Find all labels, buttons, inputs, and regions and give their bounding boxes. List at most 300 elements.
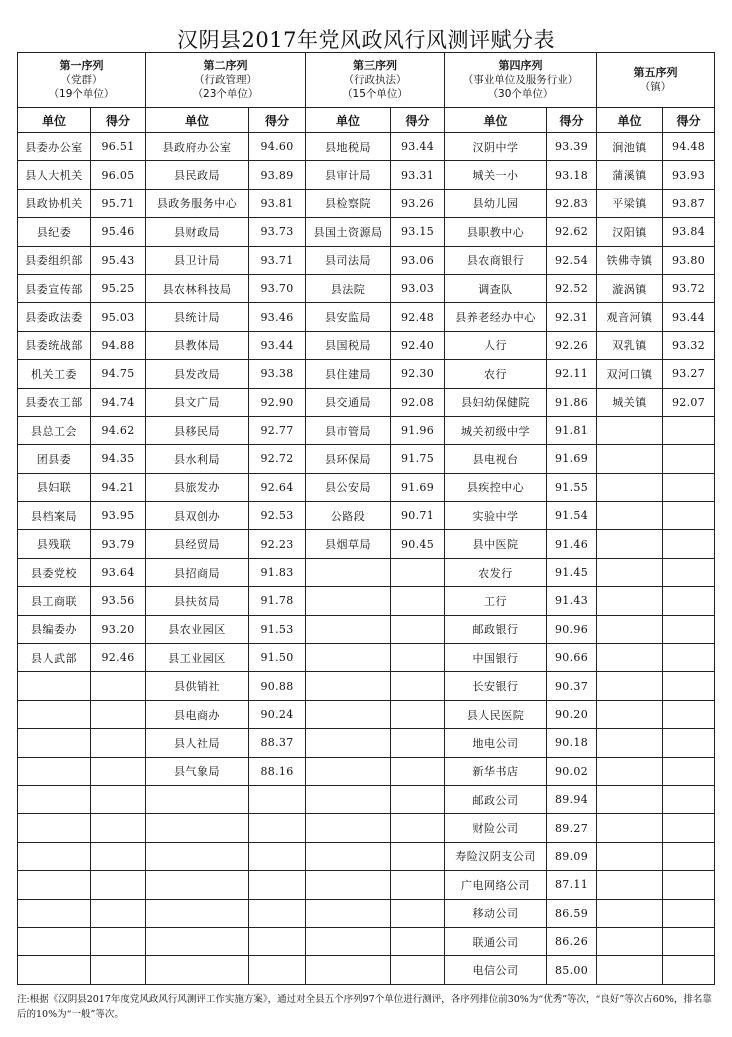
unit-cell: 县统计局 — [146, 303, 249, 331]
score-cell — [663, 871, 715, 899]
score-cell: 96.51 — [91, 133, 146, 161]
score-cell: 93.15 — [391, 218, 445, 246]
score-column-header: 得分 — [391, 108, 445, 133]
table-row — [18, 246, 715, 274]
score-cell — [663, 757, 715, 785]
score-column-header: 得分 — [663, 108, 715, 133]
score-cell: 96.05 — [91, 161, 146, 189]
unit-cell: 城关初级中学 — [445, 416, 547, 444]
unit-cell: 县工商联 — [18, 587, 91, 615]
score-cell — [249, 899, 306, 927]
unit-cell — [306, 842, 391, 870]
unit-cell — [306, 814, 391, 842]
score-cell: 91.69 — [547, 445, 597, 473]
unit-cell: 蒲溪镇 — [597, 161, 663, 189]
unit-cell — [18, 871, 91, 899]
unit-cell: 调查队 — [445, 274, 547, 302]
unit-cell — [18, 842, 91, 870]
table-row — [18, 360, 715, 388]
unit-cell: 地电公司 — [445, 729, 547, 757]
score-cell: 93.56 — [91, 587, 146, 615]
unit-cell: 县妇联 — [18, 473, 91, 501]
table-row — [18, 558, 715, 586]
unit-cell: 县委宣传部 — [18, 274, 91, 302]
score-cell: 92.64 — [249, 473, 306, 501]
unit-cell: 县人武部 — [18, 644, 91, 672]
score-cell — [663, 587, 715, 615]
unit-cell — [597, 587, 663, 615]
unit-cell: 城关一小 — [445, 161, 547, 189]
unit-cell: 县水利局 — [146, 445, 249, 473]
score-cell: 95.43 — [91, 246, 146, 274]
unit-column-header: 单位 — [18, 108, 91, 133]
unit-cell — [597, 700, 663, 728]
unit-cell: 县养老经办中心 — [445, 303, 547, 331]
unit-cell: 移动公司 — [445, 899, 547, 927]
unit-cell: 县法院 — [306, 274, 391, 302]
score-cell: 93.89 — [249, 161, 306, 189]
score-cell: 93.70 — [249, 274, 306, 302]
table-row — [18, 644, 715, 672]
score-cell — [391, 587, 445, 615]
unit-cell: 县国税局 — [306, 331, 391, 359]
score-cell: 93.46 — [249, 303, 306, 331]
score-cell: 92.48 — [391, 303, 445, 331]
unit-cell — [597, 729, 663, 757]
table-row — [18, 133, 715, 161]
unit-cell: 县农林科技局 — [146, 274, 249, 302]
group-header-1 — [18, 53, 146, 108]
unit-cell — [306, 757, 391, 785]
score-cell: 92.54 — [547, 246, 597, 274]
score-cell — [663, 558, 715, 586]
score-cell: 94.21 — [91, 473, 146, 501]
unit-cell: 县委统战部 — [18, 331, 91, 359]
score-cell — [391, 785, 445, 813]
unit-cell — [306, 644, 391, 672]
unit-cell — [18, 899, 91, 927]
group-sub: （行政管理） — [194, 74, 257, 86]
score-cell — [391, 558, 445, 586]
score-cell — [663, 814, 715, 842]
unit-cell: 县编委办 — [18, 615, 91, 643]
unit-cell: 县委农工部 — [18, 388, 91, 416]
footnote: 注:根据《汉阴县2017年度党风政风行风测评工作实施方案》，通过对全县五个序列97个单位进行测评，各序列排位前30%为“优秀”等次，“良好”等次占60%，排名靠后的10%为“一般”等次。 — [17, 994, 712, 1020]
group-name: 第二序列 — [203, 59, 248, 72]
unit-cell: 实验中学 — [445, 502, 547, 530]
unit-cell — [597, 871, 663, 899]
score-cell: 94.88 — [91, 331, 146, 359]
score-cell: 92.52 — [547, 274, 597, 302]
table-row — [18, 729, 715, 757]
score-cell: 93.39 — [547, 133, 597, 161]
unit-cell — [18, 672, 91, 700]
score-cell — [391, 729, 445, 757]
unit-cell: 县交通局 — [306, 388, 391, 416]
table-row — [18, 161, 715, 189]
unit-cell — [146, 842, 249, 870]
table-row — [18, 416, 715, 444]
score-cell — [91, 899, 146, 927]
unit-cell — [597, 473, 663, 501]
unit-cell: 县气象局 — [146, 757, 249, 785]
unit-cell: 县环保局 — [306, 445, 391, 473]
score-cell: 93.18 — [547, 161, 597, 189]
unit-cell — [146, 899, 249, 927]
unit-cell — [18, 814, 91, 842]
unit-cell — [597, 615, 663, 643]
unit-cell: 县民政局 — [146, 161, 249, 189]
unit-cell — [597, 899, 663, 927]
table-row — [18, 956, 715, 984]
score-cell: 93.84 — [663, 218, 715, 246]
score-cell: 91.69 — [391, 473, 445, 501]
score-cell: 93.71 — [249, 246, 306, 274]
table-row — [18, 530, 715, 558]
unit-cell: 农行 — [445, 360, 547, 388]
unit-cell — [597, 927, 663, 955]
unit-cell — [18, 785, 91, 813]
table-row — [18, 757, 715, 785]
score-cell: 92.08 — [391, 388, 445, 416]
table-row — [18, 189, 715, 217]
unit-cell: 广电网络公司 — [445, 871, 547, 899]
score-cell: 90.66 — [547, 644, 597, 672]
unit-cell — [18, 700, 91, 728]
score-cell: 93.95 — [91, 502, 146, 530]
unit-cell — [306, 729, 391, 757]
unit-cell — [306, 871, 391, 899]
score-cell — [391, 814, 445, 842]
group-sub: （镇） — [639, 81, 672, 93]
score-cell: 94.74 — [91, 388, 146, 416]
score-cell: 93.03 — [391, 274, 445, 302]
score-cell — [249, 842, 306, 870]
score-cell — [391, 842, 445, 870]
group-header-row — [18, 53, 715, 108]
score-cell: 92.83 — [547, 189, 597, 217]
unit-cell — [597, 956, 663, 984]
unit-cell — [18, 757, 91, 785]
unit-cell: 县卫计局 — [146, 246, 249, 274]
group-count: （23个单位） — [192, 88, 259, 100]
unit-cell: 团县委 — [18, 445, 91, 473]
unit-cell: 人行 — [445, 331, 547, 359]
score-cell: 91.46 — [547, 530, 597, 558]
score-cell: 93.27 — [663, 360, 715, 388]
score-cell — [91, 785, 146, 813]
score-cell: 93.20 — [91, 615, 146, 643]
score-cell: 91.86 — [547, 388, 597, 416]
unit-cell: 县职教中心 — [445, 218, 547, 246]
score-cell: 91.81 — [547, 416, 597, 444]
unit-cell: 县教体局 — [146, 331, 249, 359]
unit-cell — [597, 757, 663, 785]
score-cell — [663, 899, 715, 927]
unit-cell: 县移民局 — [146, 416, 249, 444]
score-cell — [391, 956, 445, 984]
table-row — [18, 842, 715, 870]
unit-cell: 县委党校 — [18, 558, 91, 586]
unit-cell: 联通公司 — [445, 927, 547, 955]
unit-cell: 县残联 — [18, 530, 91, 558]
score-cell: 91.50 — [249, 644, 306, 672]
score-cell — [91, 956, 146, 984]
score-cell: 93.26 — [391, 189, 445, 217]
score-cell: 91.83 — [249, 558, 306, 586]
unit-cell — [597, 416, 663, 444]
table-row — [18, 502, 715, 530]
score-cell: 92.30 — [391, 360, 445, 388]
unit-cell: 观音河镇 — [597, 303, 663, 331]
unit-cell — [306, 672, 391, 700]
unit-cell — [306, 700, 391, 728]
unit-cell — [597, 644, 663, 672]
score-cell: 93.87 — [663, 189, 715, 217]
score-cell: 94.35 — [91, 445, 146, 473]
table-row — [18, 672, 715, 700]
unit-column-header: 单位 — [306, 108, 391, 133]
group-name: 第三序列 — [353, 59, 397, 72]
group-sub: （事业单位及服务行业） — [462, 74, 579, 86]
group-sub: （党群） — [60, 74, 103, 86]
score-cell — [663, 644, 715, 672]
score-cell: 94.48 — [663, 133, 715, 161]
group-header-2 — [146, 53, 306, 108]
unit-cell: 平梁镇 — [597, 189, 663, 217]
score-cell: 92.77 — [249, 416, 306, 444]
unit-cell — [597, 502, 663, 530]
unit-cell — [597, 785, 663, 813]
unit-cell: 县电视台 — [445, 445, 547, 473]
score-cell: 95.03 — [91, 303, 146, 331]
unit-cell — [597, 672, 663, 700]
unit-cell: 县地税局 — [306, 133, 391, 161]
score-cell — [249, 956, 306, 984]
score-cell: 90.20 — [547, 700, 597, 728]
unit-cell: 县政务服务中心 — [146, 189, 249, 217]
score-cell: 87.11 — [547, 871, 597, 899]
table-row — [18, 331, 715, 359]
score-cell: 93.72 — [663, 274, 715, 302]
unit-cell — [597, 445, 663, 473]
score-cell — [91, 700, 146, 728]
score-cell: 92.07 — [663, 388, 715, 416]
unit-cell: 县农商银行 — [445, 246, 547, 274]
score-cell: 91.54 — [547, 502, 597, 530]
score-cell: 94.75 — [91, 360, 146, 388]
score-cell: 90.96 — [547, 615, 597, 643]
score-cell: 93.31 — [391, 161, 445, 189]
unit-cell — [306, 899, 391, 927]
score-cell: 92.26 — [547, 331, 597, 359]
score-cell: 93.44 — [663, 303, 715, 331]
score-cell — [391, 644, 445, 672]
unit-cell — [146, 956, 249, 984]
score-cell: 91.43 — [547, 587, 597, 615]
score-cell — [663, 473, 715, 501]
score-cell: 92.90 — [249, 388, 306, 416]
score-cell: 91.45 — [547, 558, 597, 586]
score-column-header: 得分 — [249, 108, 306, 133]
unit-cell: 县总工会 — [18, 416, 91, 444]
table-row — [18, 700, 715, 728]
table-row — [18, 587, 715, 615]
score-cell: 91.78 — [249, 587, 306, 615]
score-cell — [391, 757, 445, 785]
unit-cell: 县公安局 — [306, 473, 391, 501]
score-cell: 92.31 — [547, 303, 597, 331]
unit-cell: 县政府办公室 — [146, 133, 249, 161]
score-cell — [249, 785, 306, 813]
unit-cell — [306, 956, 391, 984]
score-cell: 95.46 — [91, 218, 146, 246]
score-cell — [391, 700, 445, 728]
score-cell: 92.46 — [91, 644, 146, 672]
unit-cell: 县人民医院 — [445, 700, 547, 728]
score-cell — [663, 672, 715, 700]
unit-cell — [146, 785, 249, 813]
score-cell: 93.79 — [91, 530, 146, 558]
group-count: （19个单位） — [48, 88, 115, 100]
score-cell: 91.96 — [391, 416, 445, 444]
table-row — [18, 473, 715, 501]
score-cell: 92.23 — [249, 530, 306, 558]
score-cell: 90.88 — [249, 672, 306, 700]
score-cell — [91, 672, 146, 700]
score-cell: 94.60 — [249, 133, 306, 161]
table-row — [18, 218, 715, 246]
unit-cell: 寿险汉阴支公司 — [445, 842, 547, 870]
table-row — [18, 388, 715, 416]
score-cell: 90.45 — [391, 530, 445, 558]
score-cell — [91, 842, 146, 870]
unit-cell: 漩涡镇 — [597, 274, 663, 302]
score-cell — [249, 814, 306, 842]
unit-cell: 县发改局 — [146, 360, 249, 388]
score-cell: 90.24 — [249, 700, 306, 728]
score-cell — [663, 530, 715, 558]
unit-column-header: 单位 — [445, 108, 547, 133]
score-cell — [663, 445, 715, 473]
score-cell — [391, 927, 445, 955]
unit-cell: 机关工委 — [18, 360, 91, 388]
unit-cell: 双乳镇 — [597, 331, 663, 359]
unit-cell: 工行 — [445, 587, 547, 615]
page-title: 汉阴县2017年党风政风行风测评赋分表 — [177, 28, 555, 52]
score-cell: 93.64 — [91, 558, 146, 586]
unit-cell — [306, 615, 391, 643]
score-cell — [391, 899, 445, 927]
score-cell — [663, 729, 715, 757]
unit-cell: 县审计局 — [306, 161, 391, 189]
unit-cell — [146, 871, 249, 899]
unit-cell: 县人社局 — [146, 729, 249, 757]
score-cell: 93.38 — [249, 360, 306, 388]
score-cell — [663, 502, 715, 530]
unit-cell: 县市管局 — [306, 416, 391, 444]
unit-cell: 县委办公室 — [18, 133, 91, 161]
score-cell: 93.80 — [663, 246, 715, 274]
score-cell: 94.62 — [91, 416, 146, 444]
unit-cell: 双河口镇 — [597, 360, 663, 388]
unit-cell: 公路段 — [306, 502, 391, 530]
score-table — [17, 52, 715, 985]
score-cell: 95.25 — [91, 274, 146, 302]
table-row — [18, 445, 715, 473]
unit-cell — [306, 927, 391, 955]
group-header-5 — [597, 53, 715, 108]
unit-cell: 县司法局 — [306, 246, 391, 274]
table-row — [18, 274, 715, 302]
score-cell: 86.26 — [547, 927, 597, 955]
score-cell: 90.18 — [547, 729, 597, 757]
unit-cell: 县双创办 — [146, 502, 249, 530]
group-name: 第五序列 — [633, 66, 678, 79]
unit-cell: 邮政公司 — [445, 785, 547, 813]
unit-cell — [306, 558, 391, 586]
score-cell — [391, 615, 445, 643]
unit-cell: 县扶贫局 — [146, 587, 249, 615]
unit-cell: 县农业园区 — [146, 615, 249, 643]
score-column-header: 得分 — [91, 108, 146, 133]
group-header-4 — [445, 53, 597, 108]
unit-cell: 县委政法委 — [18, 303, 91, 331]
group-header-3 — [306, 53, 445, 108]
unit-cell: 县纪委 — [18, 218, 91, 246]
score-cell: 90.71 — [391, 502, 445, 530]
table-row — [18, 814, 715, 842]
score-cell: 93.81 — [249, 189, 306, 217]
score-cell — [663, 416, 715, 444]
unit-cell — [597, 842, 663, 870]
unit-cell — [18, 927, 91, 955]
table-row — [18, 785, 715, 813]
score-cell: 93.93 — [663, 161, 715, 189]
group-count: （15个单位） — [342, 88, 408, 100]
table-row — [18, 303, 715, 331]
score-cell — [663, 956, 715, 984]
table-row — [18, 927, 715, 955]
unit-cell: 县供销社 — [146, 672, 249, 700]
score-cell — [663, 927, 715, 955]
unit-cell: 农发行 — [445, 558, 547, 586]
group-sub: （行政执法） — [343, 74, 407, 86]
score-column-header: 得分 — [547, 108, 597, 133]
score-cell — [249, 871, 306, 899]
score-cell: 92.72 — [249, 445, 306, 473]
score-cell — [663, 700, 715, 728]
unit-cell: 县中医院 — [445, 530, 547, 558]
score-cell: 89.27 — [547, 814, 597, 842]
group-name: 第四序列 — [498, 59, 543, 72]
score-cell: 93.44 — [249, 331, 306, 359]
column-header-row — [18, 108, 715, 133]
score-cell: 95.71 — [91, 189, 146, 217]
unit-cell — [146, 814, 249, 842]
unit-cell — [597, 530, 663, 558]
unit-cell: 县检察院 — [306, 189, 391, 217]
score-cell: 92.40 — [391, 331, 445, 359]
group-name: 第一序列 — [59, 59, 104, 72]
score-cell: 88.37 — [249, 729, 306, 757]
score-cell: 93.06 — [391, 246, 445, 274]
unit-cell: 电信公司 — [445, 956, 547, 984]
unit-cell: 县文广局 — [146, 388, 249, 416]
score-cell — [91, 814, 146, 842]
unit-cell — [18, 956, 91, 984]
score-cell: 89.94 — [547, 785, 597, 813]
